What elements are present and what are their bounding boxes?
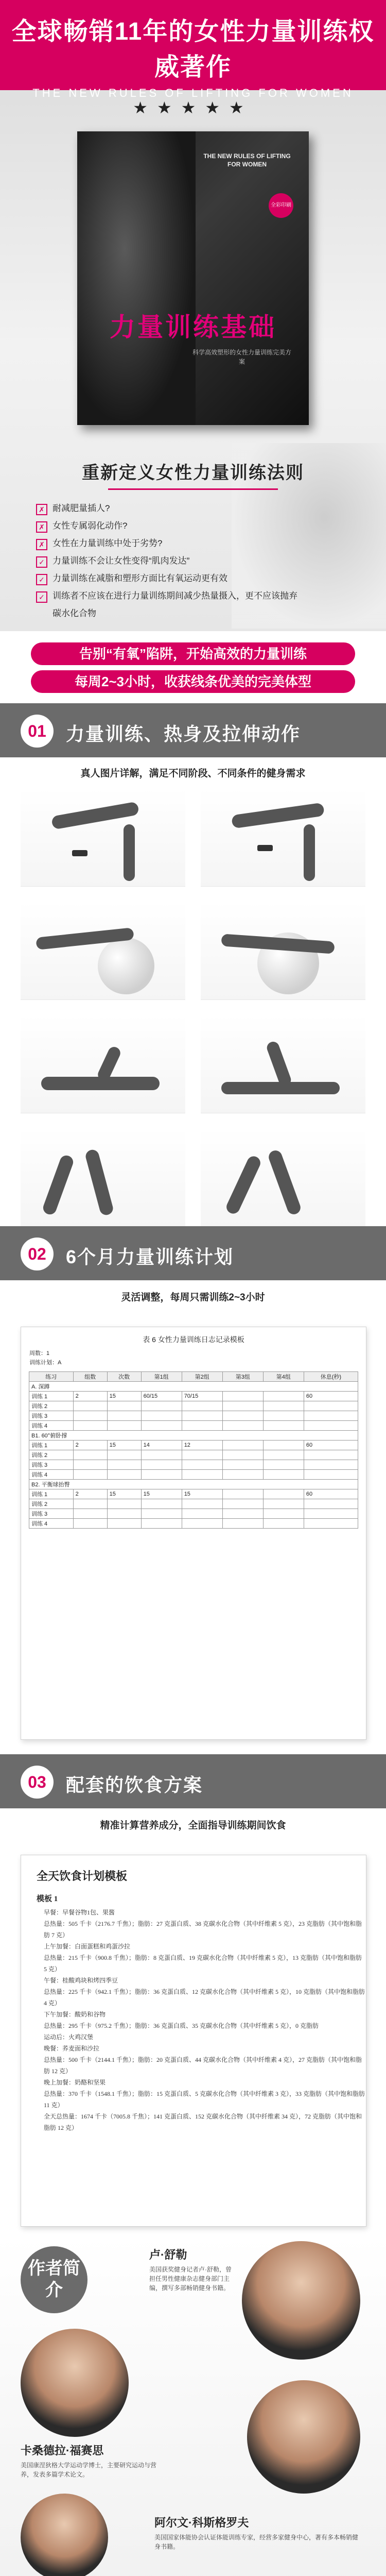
section-number: 02 [21,1238,54,1270]
list-item: ✓ 训练者不应该在进行力量训练期间减少热量摄入，更不应该抛弃碳水化合物 [36,587,304,622]
cover-photo [77,131,196,425]
book-english-title: THE NEW RULES OF LIFTING FOR WOMEN [203,152,291,168]
diet-line: 运动后：火鸡汉堡 [44,2033,94,2041]
author-bio: 美国康涅狄格大学运动学博士，主要研究运动与营养，发表多篇学术论文。 [21,2462,157,2478]
tagline: 重新定义女性力量训练法则 [82,463,304,483]
check-icon: ✓ [36,591,47,603]
table-row: 训练 1 2 15 60/15 70/15 60 [29,1392,358,1401]
table-row: 训练 4 [29,1519,358,1529]
table-group-row: B1. 60°俯卧撑 [29,1431,358,1440]
diet-line: 总热量：505 千卡（2176.7 千焦）；脂肪：27 克蛋白质、38 克碳水化合物（其中纤维素 5 克），23 克脂肪（其中饱和脂肪 7 克） [44,1920,362,1939]
table-group-row: A. 深蹲 [29,1382,358,1392]
author-name: 阿尔文·科斯格罗夫 [154,2516,249,2529]
slogan-line-2: 每周2~3小时，收获线条优美的完美体型 [31,670,355,693]
exercise-photo [21,902,185,1000]
section-subtitle: 灵活调整，每周只需训练2~3小时 [121,1292,265,1303]
diet-line: 下午加餐：酸奶和谷物 [44,2011,106,2018]
author-photo [242,2241,360,2360]
exercise-photo [201,788,365,887]
table-row: 训练 3 [29,1411,358,1421]
author-bio: 美国国家体能协会认证体能训练专家，经营多家健身中心，著有多本畅销健身书籍。 [154,2534,359,2550]
author-photo [247,2380,360,2494]
section-header-03 [0,1754,386,1808]
table-row: 训练 2 [29,1401,358,1411]
diet-line: 总热量：295 千卡（975.2 千焦）；脂肪：36 克蛋白质、35 克碳水化合物（其中纤维素 5 克），0 克脂肪 [44,2022,319,2029]
slogan-line-1: 告别“有氧”陷阱，开始高效的力量训练 [31,642,355,665]
diet-line: 总热量：225 千卡（942.1 千焦）；脂肪：36 克蛋白质、12 克碳水化合物（其中纤维素 5 克），10 克脂肪（其中饱和脂肪 4 克） [44,1988,365,2007]
top-banner [0,0,386,631]
exercise-photo [21,1015,185,1113]
exercise-photo [201,1128,365,1226]
section-subtitle: 真人图片详解，满足不同阶段、不同条件的健身需求 [80,768,306,779]
diet-line: 早餐：早餐谷物1包、果酱 [44,1909,115,1916]
book-title: 力量训练基础 [110,313,276,342]
diet-line: 午餐：桂酸鸡块和烤四季豆 [44,1977,118,1984]
week-label: 周数：1 [29,1350,50,1357]
table-row: 训练 2 [29,1450,358,1460]
author-name: 卡桑德拉·福赛思 [21,2444,104,2457]
section-header-01 [0,703,386,757]
cover-badge: 全彩印刷 [269,193,293,218]
x-icon: ✗ [36,504,47,515]
section-header-02 [0,1226,386,1280]
exercise-photo [201,1015,365,1113]
author-photo [21,2329,129,2437]
divider [108,488,278,490]
book-cover [77,131,309,425]
table-row: 训练 4 [29,1421,358,1431]
diet-template-label: 模板 1 [37,1895,58,1903]
workout-label: 训练计划：A [29,1360,62,1366]
exercise-gallery [0,757,386,1226]
star-rating: ★★★★★ [133,98,253,117]
diet-line: 总热量：500 千卡（2144.1 千焦）；脂肪：20 克蛋白质、44 克碳水化合物（其中纤维素 4 克），27 克脂肪（其中饱和脂肪 12 克） [44,2056,362,2075]
table-header-row: 练习 组数 次数 第1组 第2组 第3组 第4组 休息(秒) [29,1372,358,1382]
diet-line: 总热量：215 千卡（900.8 千焦）；脂肪：8 克蛋白质、19 克碳水化合物（其中纤维素 5 克），13 克脂肪（其中饱和脂肪 5 克） [44,1954,362,1973]
diet-title: 全天饮食计划模板 [37,1870,128,1883]
exercise-photo [21,1128,185,1226]
x-icon: ✗ [36,521,47,533]
dumbbell-icon [72,850,87,856]
section-title: 配套的饮食方案 [66,1774,203,1795]
table-row: 训练 1 2 15 14 12 60 [29,1440,358,1450]
exercise-photo [21,788,185,887]
english-headline: THE NEW RULES OF LIFTING FOR WOMEN [32,87,354,99]
list-item: ✗ 耐减肥量插人? [36,500,304,517]
book-subtitle: 科学高效塑形的女性力量训练完美方案 [192,349,291,365]
author-bio: 美国获奖健身记者卢·舒勒，曾担任男性健康杂志健身部门主编，撰写多部畅销健身书籍。 [149,2266,232,2292]
headline-strip [0,0,386,99]
table-row: 训练 4 [29,1470,358,1480]
myth-list [36,500,304,622]
authors-section [0,2236,386,2576]
section-title: 6个月力量训练计划 [66,1246,234,1267]
table-row: 训练 1 2 15 15 15 60 [29,1489,358,1499]
training-log-table [29,1371,358,1529]
exercise-photo [201,902,365,1000]
dumbbell-icon [257,845,273,851]
list-item: ✓ 力量训练不会让女性变得“肌肉发达” [36,552,304,570]
table-group-row: B2. 平衡球抬臀 [29,1480,358,1489]
list-item: ✓ 力量训练在减脂和塑形方面比有氧运动更有效 [36,570,304,587]
section-number: 03 [21,1766,54,1799]
section-subtitle: 精准计算营养成分，全面指导训练期间饮食 [100,1820,286,1831]
diet-line: 全天总热量：1674 千卡（7005.8 千焦）；141 克蛋白质、152 克碳水化合物（其中纤维素 34 克），72 克脂肪（其中饱和脂肪 12 克） [44,2113,362,2131]
diet-plan-page [21,1855,366,2227]
diet-line: 晚餐：荞麦面和沙拉 [44,2045,100,2052]
table-row: 训练 3 [29,1460,358,1470]
training-log-page [21,1327,366,1740]
author-photo [21,2494,108,2576]
check-icon: ✓ [36,574,47,585]
list-item: ✗ 女性专属弱化动作? [36,517,304,535]
section-number: 01 [21,715,54,748]
diet-line: 总热量：370 千卡（1548.1 千焦）；脂肪：15 克蛋白质、5 克碳水化合物（其中纤维素 3 克），33 克脂肪（其中饱和脂肪 11 克） [44,2090,365,2109]
table-title: 表 6 女性力量训练日志记录模板 [143,1335,244,1344]
diet-plan-section [0,1808,386,2236]
section-title: 力量训练、热身及拉伸动作 [66,723,301,744]
training-plan-section [0,1280,386,1754]
check-icon: ✓ [36,556,47,568]
table-row: 训练 3 [29,1509,358,1519]
authors-badge: 作者简介 [21,2246,87,2313]
diet-line: 晚上加餐：奶酪和坚果 [44,2079,106,2086]
author-name: 卢·舒勒 [149,2248,187,2261]
headline: 全球畅销11年的女性力量训练权威著作 [11,18,375,81]
list-item: ✗ 女性在力量训练中处于劣势? [36,535,304,552]
exercise-ball [98,938,154,994]
diet-line: 上午加餐：白面蛋糕和鸡蛋沙拉 [44,1943,131,1950]
table-row: 训练 2 [29,1499,358,1509]
slogan-block [0,631,386,703]
x-icon: ✗ [36,539,47,550]
